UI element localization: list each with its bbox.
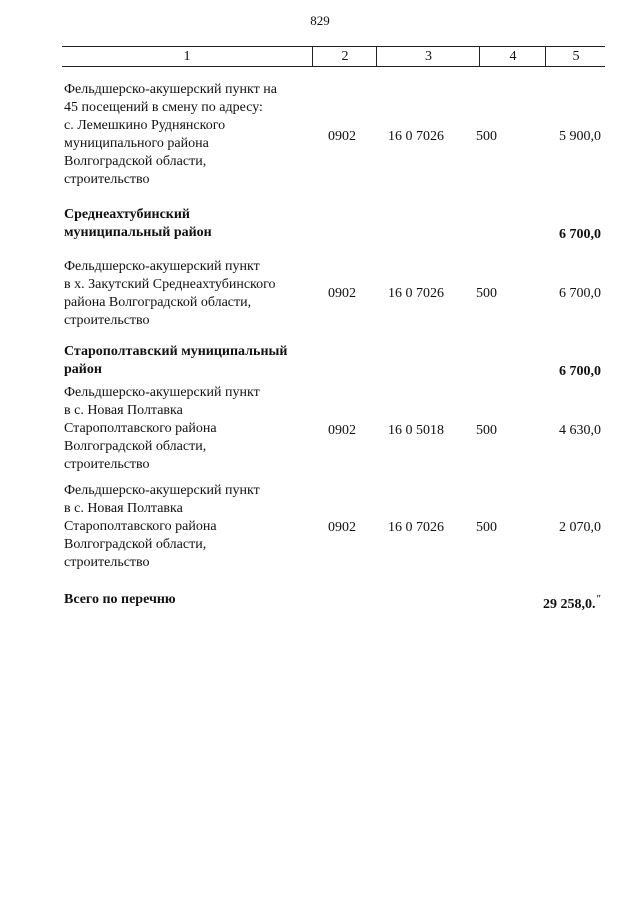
- table-row: [62, 81, 605, 191]
- header-col-2: 2: [312, 47, 377, 66]
- table-row: [62, 482, 605, 574]
- row-name: Фельдшерско-акушерский пункт в х. Закутский Среднеахтубинского района Волгоградской области, строительство: [64, 259, 276, 328]
- total-amount-wrap: [543, 591, 601, 614]
- row-amount: 6 700,0: [559, 286, 601, 301]
- row-name: Фельдшерско-акушерский пункт в с. Новая Полтавка Старополтавского района Волгоградской области, строительство: [64, 483, 260, 570]
- row-amount: 2 070,0: [559, 520, 601, 535]
- table-row-district: [62, 206, 605, 246]
- row-expense-type: 500: [476, 520, 497, 535]
- row-expense-type: 500: [476, 286, 497, 301]
- row-expense-type: 500: [476, 423, 497, 438]
- table-row: [62, 258, 605, 332]
- row-target-code: 16 0 5018: [388, 423, 444, 438]
- total-label: Всего по перечню: [64, 592, 176, 607]
- row-name: Фельдшерско-акушерский пункт на 45 посещений в смену по адресу: с. Лемешкино Руднянского муниципального района Волгоградской области, строительство: [64, 82, 277, 187]
- row-target-code: 16 0 7026: [388, 129, 444, 144]
- row-target-code: 16 0 7026: [388, 520, 444, 535]
- district-amount: 6 700,0: [559, 364, 601, 379]
- row-expense-type: 500: [476, 129, 497, 144]
- table-header: [62, 46, 605, 67]
- row-section-code: 0902: [328, 520, 356, 535]
- table-row: [62, 384, 605, 476]
- header-col-3: 3: [376, 47, 480, 66]
- row-section-code: 0902: [328, 129, 356, 144]
- table-row-district: [62, 343, 605, 383]
- closing-quote-mark: ": [595, 594, 601, 605]
- district-name: Старополтавский муниципальный район: [64, 344, 288, 377]
- table-row-total: [62, 591, 605, 613]
- header-col-4: 4: [479, 47, 546, 66]
- row-section-code: 0902: [328, 423, 356, 438]
- row-amount: 5 900,0: [559, 129, 601, 144]
- row-name: Фельдшерско-акушерский пункт в с. Новая Полтавка Старополтавского района Волгоградской области, строительство: [64, 385, 260, 472]
- header-col-5: 5: [545, 47, 606, 66]
- district-name: Среднеахтубинский муниципальный район: [64, 207, 212, 240]
- district-amount: 6 700,0: [559, 227, 601, 242]
- row-section-code: 0902: [328, 286, 356, 301]
- page-number: 829: [310, 13, 330, 28]
- total-amount: 29 258,0.: [542, 597, 596, 612]
- row-amount: 4 630,0: [559, 423, 601, 438]
- header-col-1: 1: [183, 49, 191, 64]
- row-target-code: 16 0 7026: [388, 286, 444, 301]
